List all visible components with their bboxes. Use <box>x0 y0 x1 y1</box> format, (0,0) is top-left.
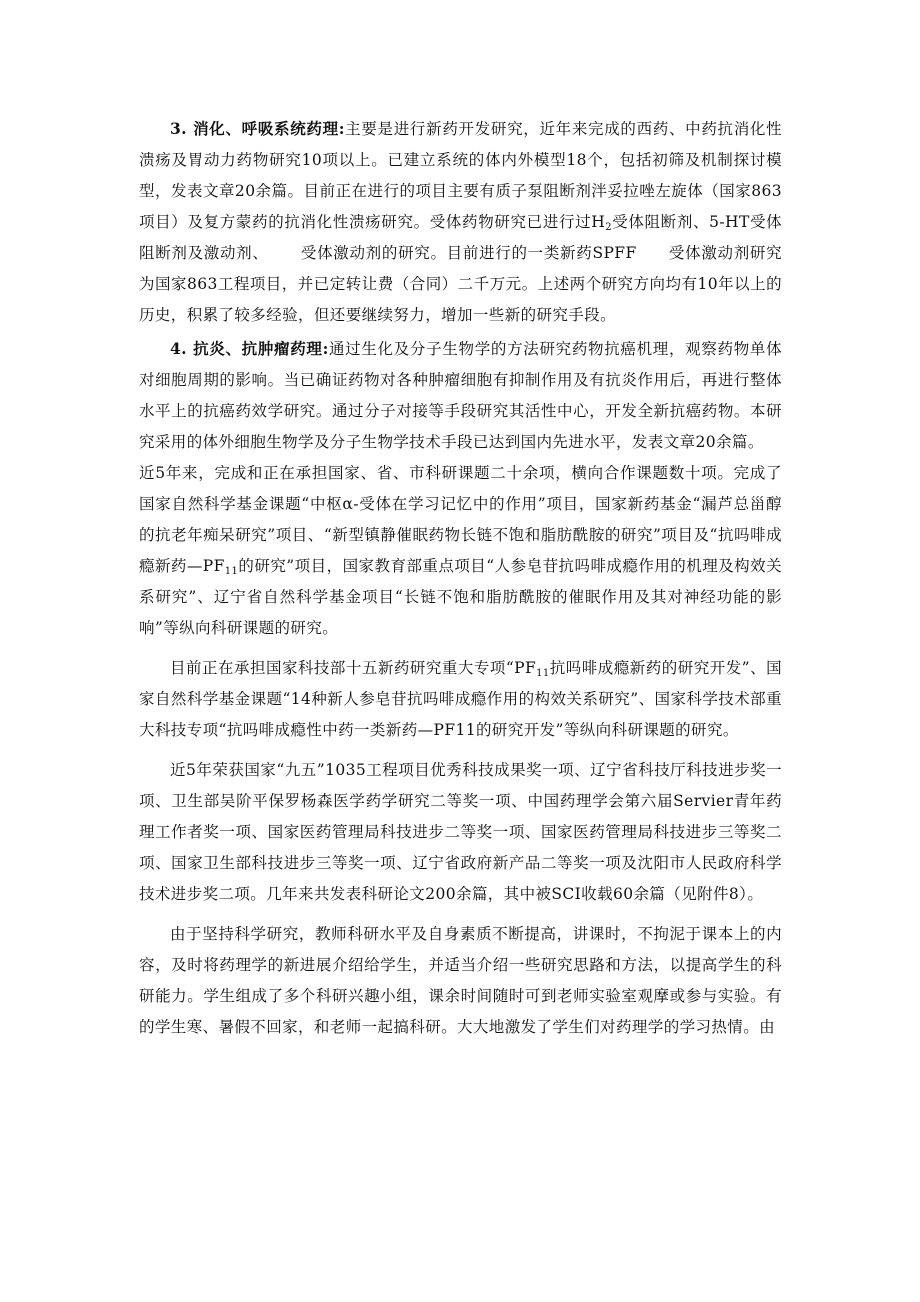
section-3-text-c: 受体激动剂的研究。目前进行的一类新药SPFF <box>300 244 637 262</box>
projects-ongoing-text-b: 抗吗啡成瘾新药的研究开发”、国家自然科学基金课题“14种新人参皂苷抗吗啡成瘾作用的构效关系研究”、国家科学技术部重大科技专项“抗吗啡成瘾性中药一类新药—PF11的研究开发”等纵向科研课题的研究。 <box>139 659 782 739</box>
subscript-11: 11 <box>224 566 239 577</box>
awards-paragraph: 近5年荣获国家“九五”1035工程项目优秀科技成果奖一项、辽宁省科技厅科技进步奖一项、卫生部吴阶平保罗杨森医学药学研究二等奖一项、中国药理学会第六届Servier青年药理工作者奖一项、国家医药管理局科技进步二等奖一项、国家医药管理局科技进步三等奖二项、国家卫生部科技进步三等奖一项、辽宁省政府新产品二等奖一项及沈阳市人民政府科学技术进步奖二项。几年来共发表科研论文200余篇，其中被SCI收载60余篇（见附件8）。 <box>139 761 782 903</box>
projects-ongoing-text-a: 目前正在承担国家科技部十五新药研究重大专项“PF <box>170 659 537 677</box>
teaching-paragraph: 由于坚持科学研究，教师科研水平及自身素质不断提高，讲课时，不拘泥于课本上的内容，及时将药理学的新进展介绍给学生，并适当介绍一些研究思路和方法，以提高学生的科研能力。学生组成了多个科研兴趣小组，课余时间随时可到老师实验室观摩或参与实验。有的学生寒、暑假不回家，和老师一起搞科研。大大地激发了学生们对药理学的学习热情。由 <box>139 925 782 1036</box>
projects-completed-text-b: 的研究”项目，国家教育部重点项目“人参皂苷抗吗啡成瘾作用的机理及构效关系研究”、辽宁省自然科学基金项目“长链不饱和脂肪酰胺的催眠作用及其对神经功能的影响”等纵向科研课题的研究。 <box>139 557 782 637</box>
document-body <box>139 113 782 1043</box>
section-3-heading: 3. 消化、呼吸系统药理: <box>170 119 345 138</box>
section-4-heading: 4. 抗炎、抗肿瘤药理: <box>170 339 329 358</box>
projects-completed-text-a: 近5年来，完成和正在承担国家、省、市科研课题二十余项，横向合作课题数十项。完成了国家自然科学基金课题“中枢α-受体在学习记忆中的作用”项目，国家新药基金“漏芦总甾醇的抗老年痴呆研究”项目、“新型镇静催眠药物长链不饱和脂肪酰胺的研究”项目及“抗吗啡成瘾新药—PF <box>139 464 782 575</box>
section-3-text-a: 主要是进行新药开发研究，近年来完成的西药、中药抗消化性溃疡及胃动力药物研究10项以上。已建立系统的体内外模型18个，包括初筛及机制探讨模型，发表文章20余篇。目前正在进行的项目主要有质子泵阻断剂泮妥拉唑左旋体（国家863项目）及复方蒙药的抗消化性溃疡研究。受体药物研究已进行过H <box>139 120 782 231</box>
subscript-h2: 2 <box>605 222 612 233</box>
section-3-text-b: 受体阻断剂、5-HT受体阻断剂及激动剂、 <box>139 213 782 262</box>
section-3-paragraph <box>139 113 782 331</box>
section-3-text-d: 受体激动剂研究为国家863工程项目，并已定转让费（合同）二千万元。上述两个研究方向均有10年以上的历史，积累了较多经验，但还要继续努力，增加一些新的研究手段。 <box>139 244 783 324</box>
section-4-text: 通过生化及分子生物学的方法研究药物抗癌机理，观察药物单体对细胞周期的影响。当已确证药物对各种肿瘤细胞有抑制作用及有抗炎作用后，再进行整体水平上的抗癌药效学研究。通过分子对接等手段研究其活性中心，开发全新抗癌药物。本研究采用的体外细胞生物学及分子生物学技术手段已达到国内先进水平，发表文章20余篇。 <box>139 340 782 451</box>
projects-completed-paragraph <box>139 458 782 644</box>
subscript-11: 11 <box>536 668 550 679</box>
section-4-paragraph <box>139 333 782 458</box>
projects-ongoing-paragraph <box>139 653 782 746</box>
